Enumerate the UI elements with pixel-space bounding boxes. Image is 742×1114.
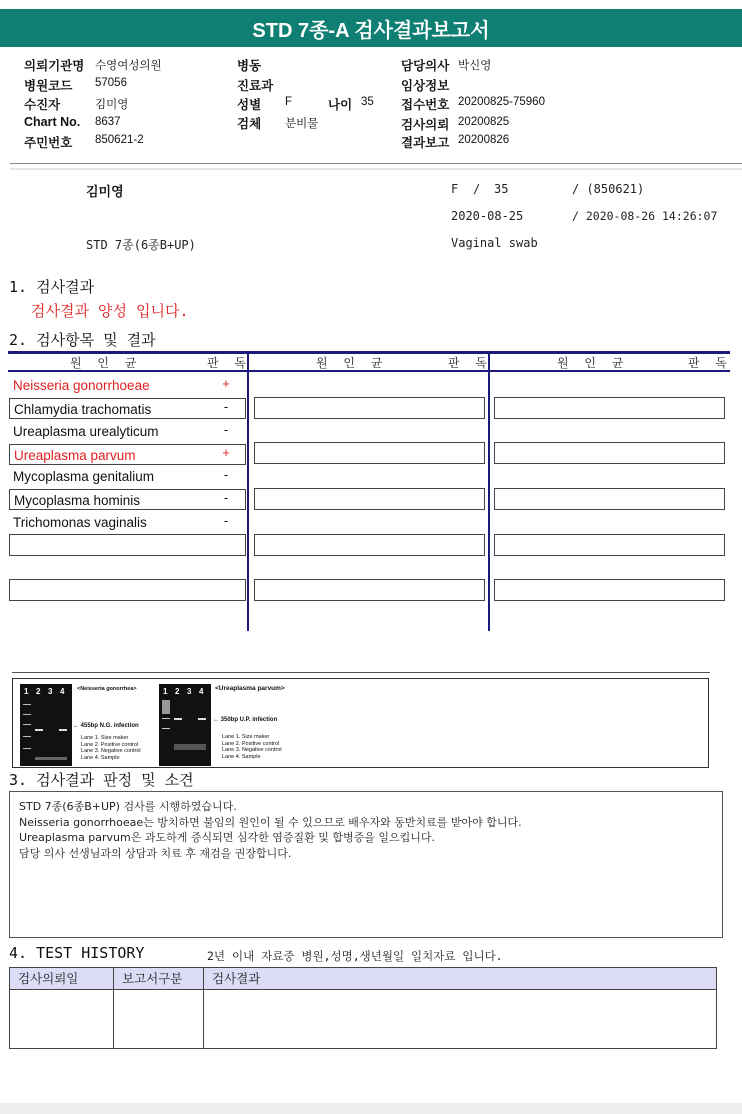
- gel-photo-ureaplasma: [159, 684, 211, 766]
- col-header-judge-1: 판 독: [207, 356, 252, 370]
- organism-result: -: [223, 422, 229, 437]
- organism-result: -: [223, 513, 229, 528]
- arrow-icon: ←: [213, 717, 219, 723]
- receipt-no-value: 20200825-75960: [458, 96, 545, 108]
- empty-result-box: [494, 534, 725, 556]
- age-value: 35: [361, 96, 374, 108]
- test-name: STD 7종(6종B+UP): [86, 238, 196, 252]
- request-date-label: 검사의뢰: [401, 118, 450, 132]
- organism-row: [9, 512, 246, 533]
- gel-legend-item: Lane 2. Positive control: [81, 741, 139, 748]
- gel-band: [23, 704, 31, 705]
- request-date-value: 20200825: [458, 116, 510, 128]
- chart-no-label: Chart No.: [24, 115, 81, 129]
- empty-result-box: [254, 534, 485, 556]
- report-datetime: / 2020-08-26 14:26:07: [572, 209, 718, 223]
- hospital-code-label: 병원코드: [24, 79, 73, 93]
- organism-row: [9, 421, 246, 442]
- organism-result: -: [223, 399, 229, 414]
- resident-no-value: 850621-2: [95, 134, 144, 146]
- gel-legend-item: Lane 2. Positive control: [222, 740, 280, 747]
- organism-result: -: [223, 490, 229, 505]
- empty-result-box: [9, 534, 246, 556]
- gel-annotation-text: 350bp U.P. infection: [220, 717, 278, 723]
- section1-title: 1. 검사결과: [9, 278, 95, 296]
- hospital-code-value: 57056: [95, 77, 127, 89]
- col-header-organism-3: 원 인 균: [557, 356, 630, 370]
- ward-label: 병동: [237, 59, 262, 73]
- page-footer-band: [0, 1103, 742, 1114]
- doctor-value: 박신영: [458, 60, 492, 72]
- gel-band: [174, 744, 206, 750]
- gel-band: [198, 718, 206, 720]
- report-date-value: 20200826: [458, 134, 510, 146]
- gel-lane-number: 2: [36, 687, 41, 696]
- gel-image-panel: [12, 678, 709, 768]
- gel-band: [23, 724, 31, 725]
- organism-result: +: [222, 376, 230, 391]
- overall-result: 검사결과 양성 입니다.: [31, 302, 189, 320]
- request-date: 2020-08-25: [451, 209, 524, 223]
- organism-result: +: [222, 445, 230, 460]
- gel-lane-number: 1: [163, 687, 168, 696]
- organism-name: Ureaplasma urealyticum: [13, 424, 159, 439]
- gel-legend-item: Lane 1. Size maker: [222, 734, 270, 740]
- gel-lane-number: 4: [60, 687, 65, 696]
- age-label: 나이: [328, 98, 353, 112]
- department-label: 진료과: [237, 79, 274, 93]
- organism-name: Ureaplasma parvum: [14, 448, 136, 463]
- opinion-line: Ureaplasma parvum은 과도하게 증식되면 심각한 염증질환 및 합병증을 일으킵니다.: [19, 831, 435, 844]
- gel-lane-number: 3: [187, 687, 192, 696]
- opinion-box: [9, 791, 723, 938]
- gel-band: [23, 736, 31, 737]
- gel-legend-item: Lane 4. Sample: [81, 754, 120, 761]
- section3-title: 3. 검사결과 판정 및 소견: [9, 771, 194, 789]
- gel-lane-number: 2: [175, 687, 180, 696]
- header-divider: [10, 163, 742, 164]
- organism-row: [9, 466, 246, 487]
- patient-age: 35: [494, 182, 509, 196]
- patient-sep: /: [473, 182, 481, 196]
- patient-id: / (850621): [572, 182, 645, 196]
- section4-title: 4. TEST HISTORY: [9, 944, 145, 962]
- empty-result-box: [494, 579, 725, 601]
- organism-row: [9, 489, 246, 510]
- empty-result-box: [254, 442, 485, 464]
- examinee-value: 김미영: [95, 99, 129, 111]
- empty-result-box: [254, 488, 485, 510]
- institution-value: 수영여성의원: [95, 60, 162, 72]
- history-col-divider: [113, 989, 114, 1048]
- gel-band: [35, 729, 43, 731]
- gel-photo-neisseria: [20, 684, 72, 766]
- gel-band: [35, 757, 67, 760]
- sex-label: 성별: [237, 98, 262, 112]
- header-divider-shadow: [10, 168, 742, 170]
- institution-label: 의뢰기관명: [24, 59, 85, 73]
- col-header-organism-1: 원 인 균: [70, 356, 143, 370]
- gel-divider: [12, 672, 710, 673]
- gel-legend-item: Lane 4. Sample: [222, 753, 261, 760]
- report-date-label: 결과보고: [401, 136, 450, 150]
- gel-legend-neisseria: [81, 735, 141, 761]
- empty-result-box: [494, 488, 725, 510]
- organism-name: Chlamydia trachomatis: [14, 402, 152, 417]
- organism-result: -: [223, 467, 229, 482]
- gel-band: [23, 748, 31, 749]
- report-title: STD 7종-A 검사결과보고서: [0, 9, 742, 47]
- gel-legend-item: Lane 3. Negative control: [81, 748, 141, 754]
- gel-lane-number: 3: [48, 687, 53, 696]
- history-col-divider: [203, 989, 204, 1048]
- history-note: 2년 이내 자료중 병원,성명,생년월일 일치자료 입니다.: [207, 949, 503, 963]
- organism-name: Neisseria gonorrhoeae: [13, 378, 150, 393]
- history-col-result: 검사결과: [204, 968, 716, 989]
- gel-title-ureaplasma: <Ureaplasma parvum>: [215, 685, 285, 692]
- gel-annotation-ureaplasma: [213, 717, 277, 724]
- table-col-divider-1: [247, 351, 249, 631]
- section2-title: 2. 검사항목 및 결과: [9, 331, 156, 349]
- gel-band: [162, 718, 170, 719]
- specimen-label: 검체: [237, 117, 262, 131]
- empty-result-box: [254, 579, 485, 601]
- examinee-label: 수진자: [24, 98, 61, 112]
- gel-title-neisseria: <Neisseria gonorrhea>: [77, 686, 137, 692]
- gel-legend-item: Lane 1. Size maker: [81, 735, 129, 741]
- gel-lane-number: 4: [199, 687, 204, 696]
- specimen-value: 분비물: [285, 118, 319, 130]
- table-col-divider-2: [488, 351, 490, 631]
- gel-annotation-neisseria: [73, 723, 139, 730]
- organism-row: [9, 444, 246, 465]
- empty-result-box: [254, 397, 485, 419]
- history-col-request-date: 검사의뢰일: [10, 968, 114, 989]
- resident-no-label: 주민번호: [24, 136, 73, 150]
- opinion-line: Neisseria gonorrhoeae는 방치하면 불임의 원인이 될 수 있으므로 배우자와 동반치료를 받아야 합니다.: [19, 815, 522, 829]
- sex-value: F: [285, 96, 293, 108]
- empty-result-box: [494, 397, 725, 419]
- organism-name: Mycoplasma genitalium: [13, 469, 155, 484]
- gel-legend-item: Lane 3. Negative control: [222, 747, 282, 753]
- chart-no-value: 8637: [95, 116, 121, 128]
- empty-result-box: [494, 442, 725, 464]
- doctor-label: 담당의사: [401, 59, 450, 73]
- opinion-line: 담당 의사 선생님과의 상담과 치료 후 재검을 권장합니다.: [19, 846, 292, 860]
- organism-name: Mycoplasma hominis: [14, 493, 141, 508]
- gel-band: [59, 729, 67, 731]
- organism-row: [9, 398, 246, 419]
- gel-lane-number: 1: [24, 687, 29, 696]
- organism-name: Trichomonas vaginalis: [13, 515, 147, 530]
- organism-row: [9, 375, 246, 396]
- col-header-judge-2: 판 독: [448, 356, 493, 370]
- empty-result-box: [9, 579, 246, 601]
- col-header-judge-3: 판 독: [688, 356, 733, 370]
- gel-band: [23, 714, 31, 715]
- gel-band: [162, 728, 170, 729]
- history-table: [9, 967, 717, 1049]
- col-header-organism-2: 원 인 균: [316, 356, 389, 370]
- gel-annotation-text: 455bp N.G. infection: [80, 723, 139, 729]
- gel-band: [174, 718, 182, 720]
- arrow-icon: ←: [73, 723, 79, 729]
- patient-sex: F: [451, 182, 459, 196]
- gel-legend-ureaplasma: [222, 734, 282, 760]
- patient-name: 김미영: [86, 184, 124, 199]
- specimen-type: Vaginal swab: [451, 236, 538, 250]
- opinion-line: STD 7종(6종B+UP) 검사를 시행하였습니다.: [19, 800, 237, 813]
- gel-band: [162, 700, 170, 714]
- history-col-report-type: 보고서구분: [114, 968, 204, 989]
- receipt-no-label: 접수번호: [401, 98, 450, 112]
- clinical-info-label: 임상정보: [401, 79, 450, 93]
